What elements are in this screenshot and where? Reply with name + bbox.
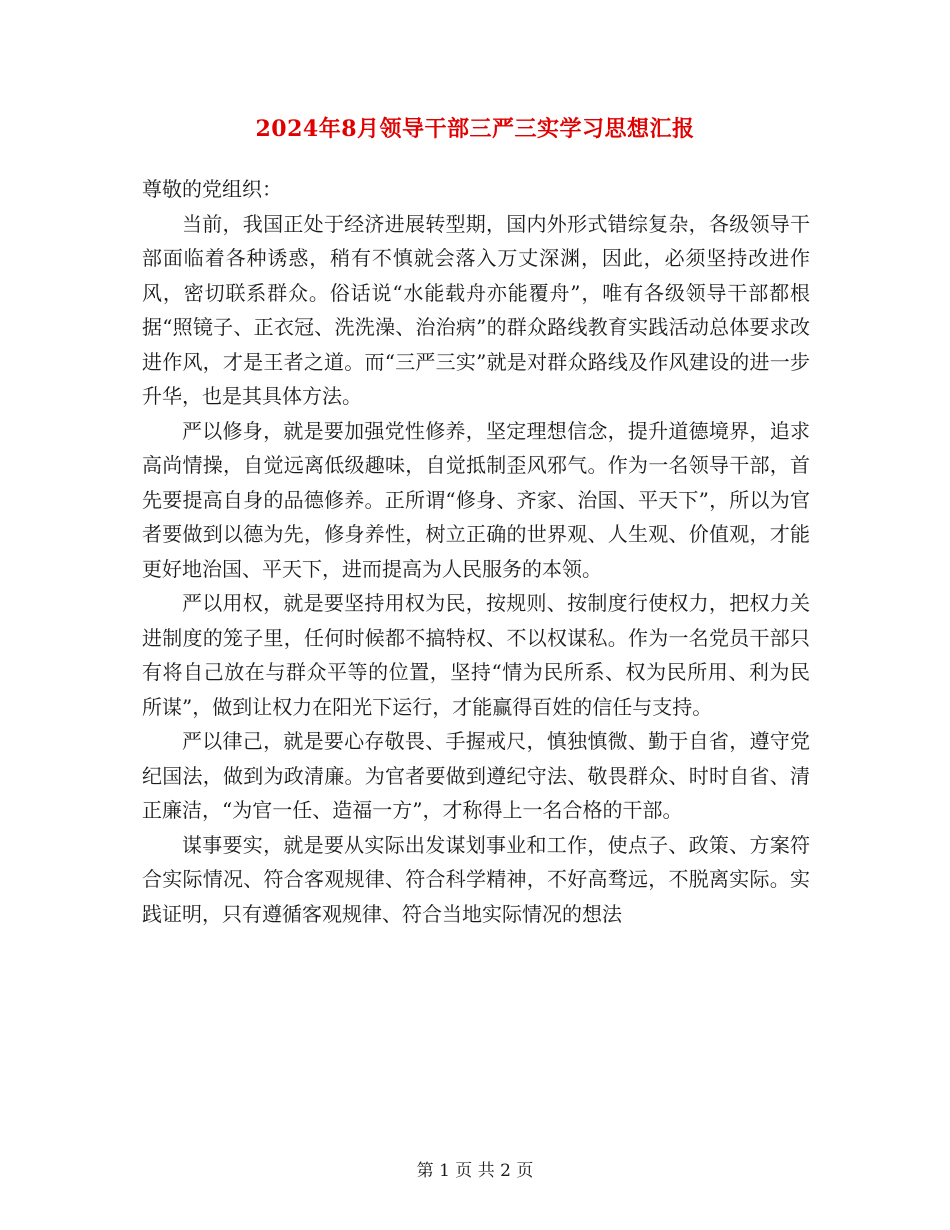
- salutation: 尊敬的党组织：: [142, 177, 282, 201]
- paragraph-self-cultivation: 严以修身，就是要加强党性修养，坚定理想信念，提升道德境界，追求高尚情操，自觉远离低级趣味，自觉抵制歪风邪气。作为一名领导干部，首先要提高自身的品德修养。正所谓“修身、齐家、治国、平天下”，所以为官者要做到以德为先，修身养性，树立正确的世界观、人生观、价值观，才能更好地治国、平天下，进而提高为人民服务的本领。: [142, 418, 810, 581]
- document-body: [142, 172, 810, 931]
- paragraph-self-discipline: 严以律己，就是要心存敬畏、手握戒尺，慎独慎微、勤于自省，遵守党纪国法，做到为政清廉。为官者要做到遵纪守法、敬畏群众、时时自省、清正廉洁，“为官一任、造福一方”，才称得上一名合格的干部。: [142, 729, 810, 822]
- document-title: 2024年8月领导干部三严三实学习思想汇报: [255, 116, 695, 142]
- paragraph-use-of-power: 严以用权，就是要坚持用权为民，按规则、按制度行使权力，把权力关进制度的笼子里，任何时候都不搞特权、不以权谋私。作为一名党员干部只有将自己放在与群众平等的位置，坚持“情为民所系、权为民所用、利为民所谋”，做到让权力在阳光下运行，才能赢得百姓的信任与支持。: [142, 591, 810, 719]
- page-number-footer: 第 1 页 共 2 页: [416, 1161, 534, 1181]
- paragraph-intro: 当前，我国正处于经济进展转型期，国内外形式错综复杂，各级领导干部面临着各种诱惑，稍有不慎就会落入万丈深渊，因此，必须坚持改进作风，密切联系群众。俗话说“水能载舟亦能覆舟”，唯有各级领导干部都根据“照镜子、正衣冠、洗洗澡、治治病”的群众路线教育实践活动总体要求改进作风，才是王者之道。而“三严三实”就是对群众路线及作风建设的进一步升华，也是其具体方法。: [142, 211, 810, 408]
- paragraph-practical-planning: 谋事要实，就是要从实际出发谋划事业和工作，使点子、政策、方案符合实际情况、符合客观规律、符合科学精神，不好高骛远，不脱离实际。实践证明，只有遵循客观规律、符合当地实际情况的想法: [142, 832, 810, 926]
